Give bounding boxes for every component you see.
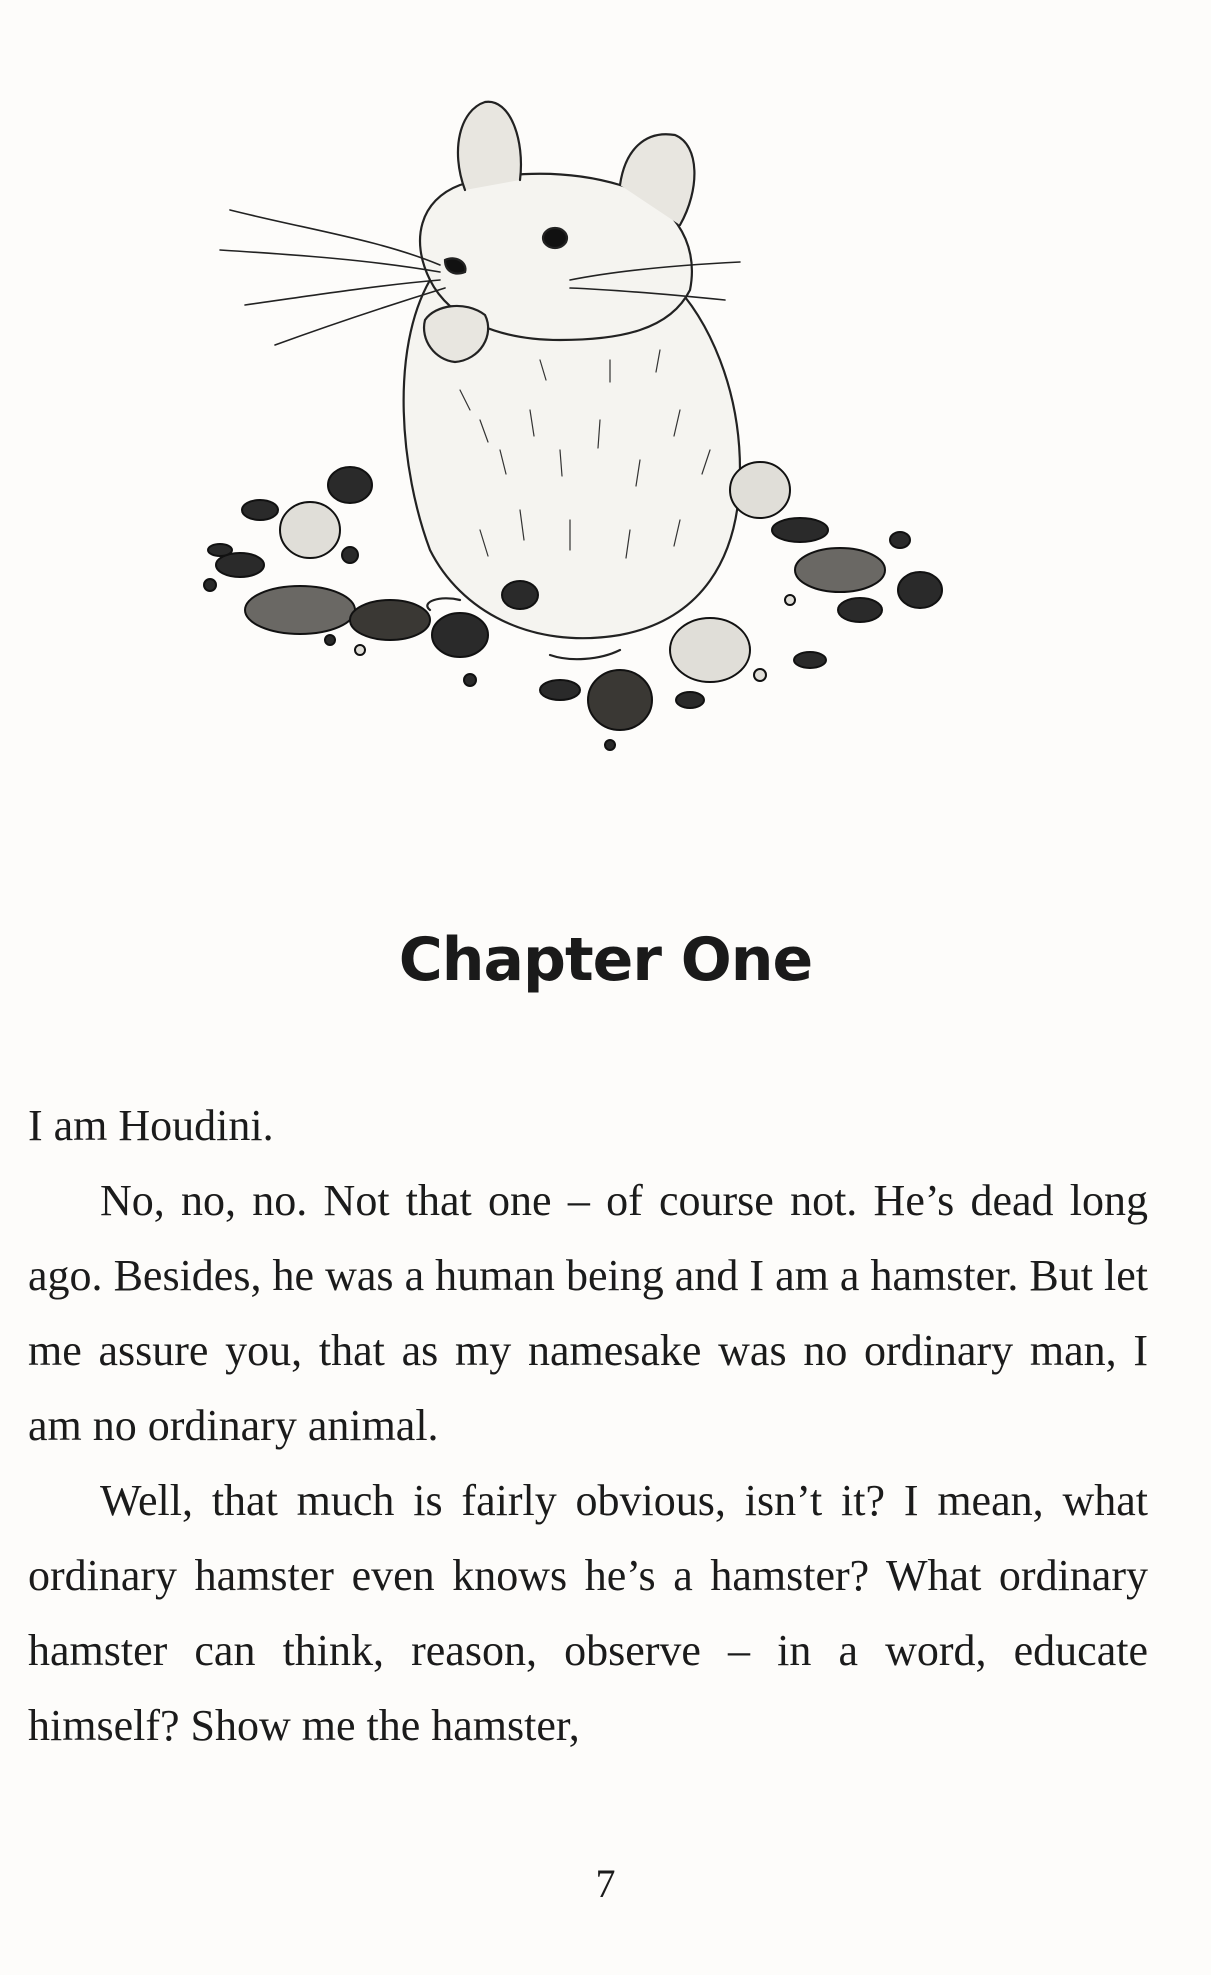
chapter-title: Chapter One <box>398 925 813 995</box>
page-number: 7 <box>595 1861 616 1906</box>
paragraph: Well, that much is fairly obvious, isn’t it? I mean, what ordinary hamster even knows he’s a hamster? What ordinary hamster can think, reason, observe – in a word, educate himself? Show me the hamster, <box>28 1476 1148 1750</box>
body-text <box>28 1088 1148 1763</box>
hamster-left-ear <box>458 102 521 190</box>
hamster-illustration <box>100 90 980 810</box>
paragraph: No, no, no. Not that one – of course not. He’s dead long ago. Besides, he was a human being and I am a hamster. But let me assure you, that as my namesake was no ordinary man, I am no ordinary animal. <box>28 1176 1148 1450</box>
hamster-eye <box>543 228 567 248</box>
paragraph: I am Houdini. <box>28 1101 274 1150</box>
